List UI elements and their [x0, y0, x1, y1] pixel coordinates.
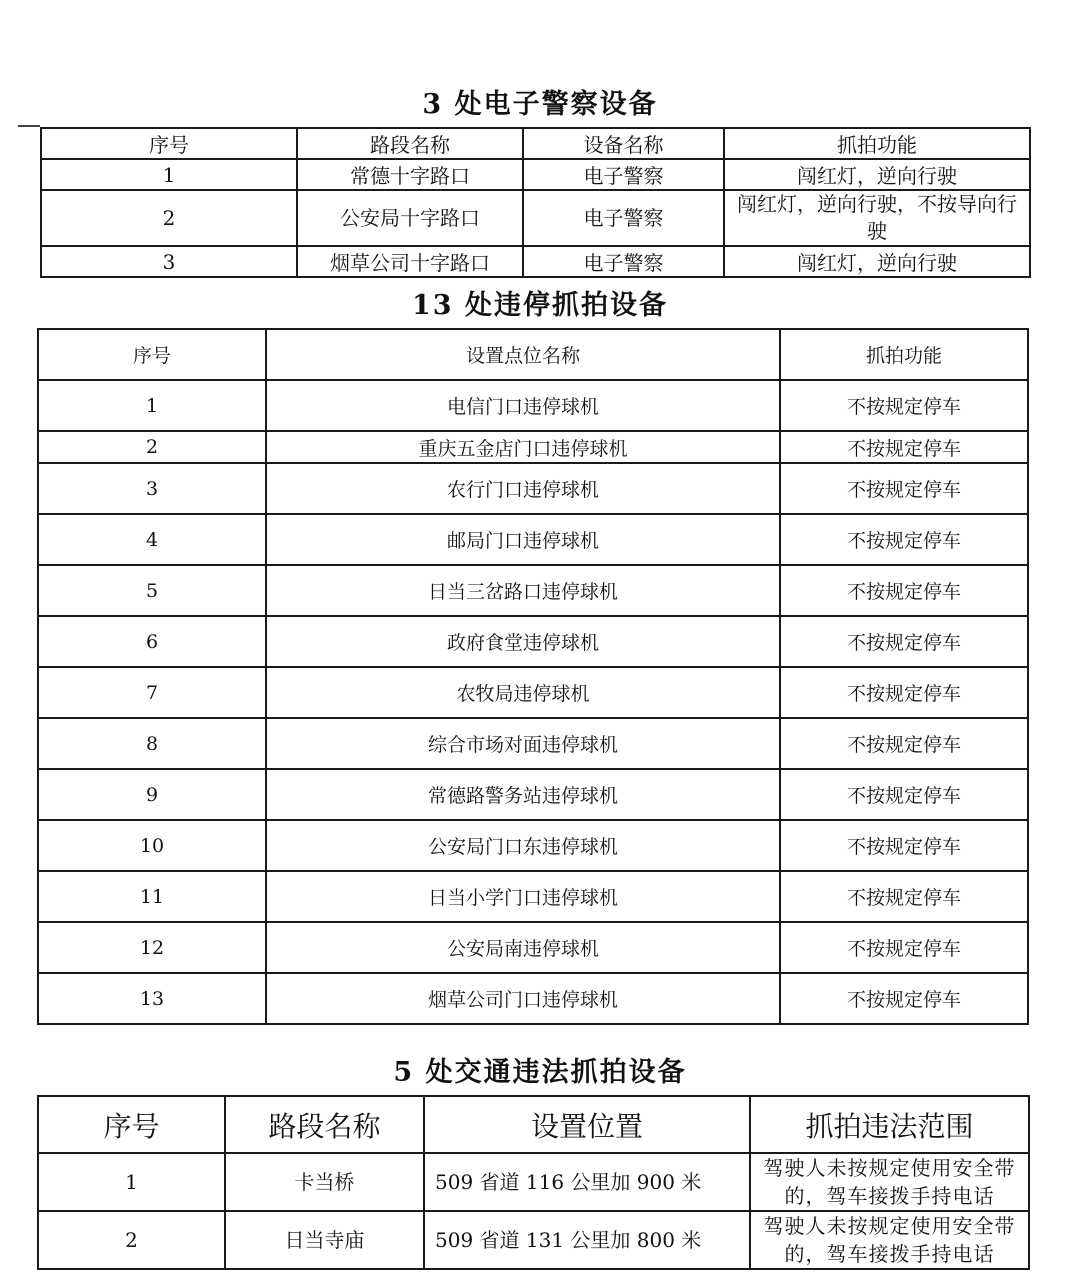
- table-row: [38, 1153, 1029, 1211]
- table-cell: 农行门口违停球机: [266, 463, 780, 514]
- header-cell: 抓拍功能: [724, 128, 1030, 159]
- table-cell: 12: [38, 922, 266, 973]
- table-row: [38, 973, 1028, 1024]
- table-cell: 不按规定停车: [780, 380, 1028, 431]
- table-cell: 不按规定停车: [780, 922, 1028, 973]
- table-cell: 2: [41, 190, 297, 246]
- table-header-row: [38, 1096, 1029, 1153]
- table-cell: 综合市场对面违停球机: [266, 718, 780, 769]
- table-cell: 日当小学门口违停球机: [266, 871, 780, 922]
- table-row: [38, 565, 1028, 616]
- table-row: [38, 718, 1028, 769]
- section2-title: 13 处违停抓拍设备: [412, 290, 668, 321]
- table-cell: 邮局门口违停球机: [266, 514, 780, 565]
- table-cell: 电信门口违停球机: [266, 380, 780, 431]
- table-cell: 农牧局违停球机: [266, 667, 780, 718]
- table-cell: 8: [38, 718, 266, 769]
- table-row: [41, 246, 1030, 277]
- scan-mark: [18, 125, 40, 127]
- table-cell: 公安局门口东违停球机: [266, 820, 780, 871]
- table-cell: 烟草公司门口违停球机: [266, 973, 780, 1024]
- table-header-row: [41, 128, 1030, 159]
- table-cell: 不按规定停车: [780, 769, 1028, 820]
- table-cell: 5: [38, 565, 266, 616]
- header-cell: 路段名称: [297, 128, 523, 159]
- table-cell: 不按规定停车: [780, 973, 1028, 1024]
- header-cell: 抓拍违法范围: [750, 1096, 1029, 1153]
- table-cell: 政府食堂违停球机: [266, 616, 780, 667]
- table-cell: 常德路警务站违停球机: [266, 769, 780, 820]
- table-cell: 509 省道 131 公里加 800 米: [424, 1211, 750, 1269]
- table-cell: 公安局南违停球机: [266, 922, 780, 973]
- table-cell: 日当寺庙: [225, 1211, 424, 1269]
- header-cell: 序号: [41, 128, 297, 159]
- table-cell: 不按规定停车: [780, 431, 1028, 463]
- table-row: [41, 190, 1030, 246]
- table-row: [38, 871, 1028, 922]
- table-row: [38, 667, 1028, 718]
- table-cell: 不按规定停车: [780, 616, 1028, 667]
- electronic-police-table: [40, 127, 1031, 278]
- table-cell: 2: [38, 1211, 225, 1269]
- table-cell: 不按规定停车: [780, 871, 1028, 922]
- table-cell: 13: [38, 973, 266, 1024]
- header-cell: 序号: [38, 1096, 225, 1153]
- table-cell: 不按规定停车: [780, 463, 1028, 514]
- table-cell: 驾驶人未按规定使用安全带的，驾车接拨手持电话: [750, 1211, 1029, 1269]
- table-cell: 9: [38, 769, 266, 820]
- table-cell: 不按规定停车: [780, 718, 1028, 769]
- table-cell: 电子警察: [523, 190, 724, 246]
- table-cell: 11: [38, 871, 266, 922]
- table-row: [38, 1211, 1029, 1269]
- section1-title: 3 处电子警察设备: [422, 89, 658, 120]
- table-cell: 电子警察: [523, 246, 724, 277]
- header-cell: 设置点位名称: [266, 329, 780, 380]
- table-row: [38, 616, 1028, 667]
- table-cell: 公安局十字路口: [297, 190, 523, 246]
- table-cell: 不按规定停车: [780, 667, 1028, 718]
- table-cell: 常德十字路口: [297, 159, 523, 190]
- table-cell: 509 省道 116 公里加 900 米: [424, 1153, 750, 1211]
- table-cell: 1: [38, 380, 266, 431]
- table-cell: 卡当桥: [225, 1153, 424, 1211]
- table-cell: 3: [41, 246, 297, 277]
- table-cell: 6: [38, 616, 266, 667]
- table-row: [38, 514, 1028, 565]
- table-header-row: [38, 329, 1028, 380]
- table-cell: 闯红灯，逆向行驶: [724, 159, 1030, 190]
- table-cell: 不按规定停车: [780, 514, 1028, 565]
- table-cell: 不按规定停车: [780, 820, 1028, 871]
- header-cell: 抓拍功能: [780, 329, 1028, 380]
- header-cell: 设备名称: [523, 128, 724, 159]
- table-cell: 重庆五金店门口违停球机: [266, 431, 780, 463]
- table-row: [38, 463, 1028, 514]
- table-row: [41, 159, 1030, 190]
- illegal-parking-table: [37, 328, 1029, 1025]
- table-row: [38, 820, 1028, 871]
- table-cell: 2: [38, 431, 266, 463]
- table-cell: 4: [38, 514, 266, 565]
- table-cell: 电子警察: [523, 159, 724, 190]
- table-cell: 不按规定停车: [780, 565, 1028, 616]
- table-cell: 10: [38, 820, 266, 871]
- table-row: [38, 922, 1028, 973]
- table-cell: 1: [41, 159, 297, 190]
- table-row: [38, 431, 1028, 463]
- table-cell: 1: [38, 1153, 225, 1211]
- table-row: [38, 769, 1028, 820]
- table-cell: 烟草公司十字路口: [297, 246, 523, 277]
- header-cell: 序号: [38, 329, 266, 380]
- traffic-violation-table: [37, 1095, 1030, 1270]
- table-cell: 闯红灯，逆向行驶，不按导向行驶: [724, 190, 1030, 246]
- table-cell: 闯红灯，逆向行驶: [724, 246, 1030, 277]
- header-cell: 设置位置: [424, 1096, 750, 1153]
- table-cell: 驾驶人未按规定使用安全带的，驾车接拨手持电话: [750, 1153, 1029, 1211]
- section3-title: 5 处交通违法抓拍设备: [393, 1057, 687, 1088]
- table-cell: 3: [38, 463, 266, 514]
- header-cell: 路段名称: [225, 1096, 424, 1153]
- table-row: [38, 380, 1028, 431]
- table-cell: 日当三岔路口违停球机: [266, 565, 780, 616]
- table-cell: 7: [38, 667, 266, 718]
